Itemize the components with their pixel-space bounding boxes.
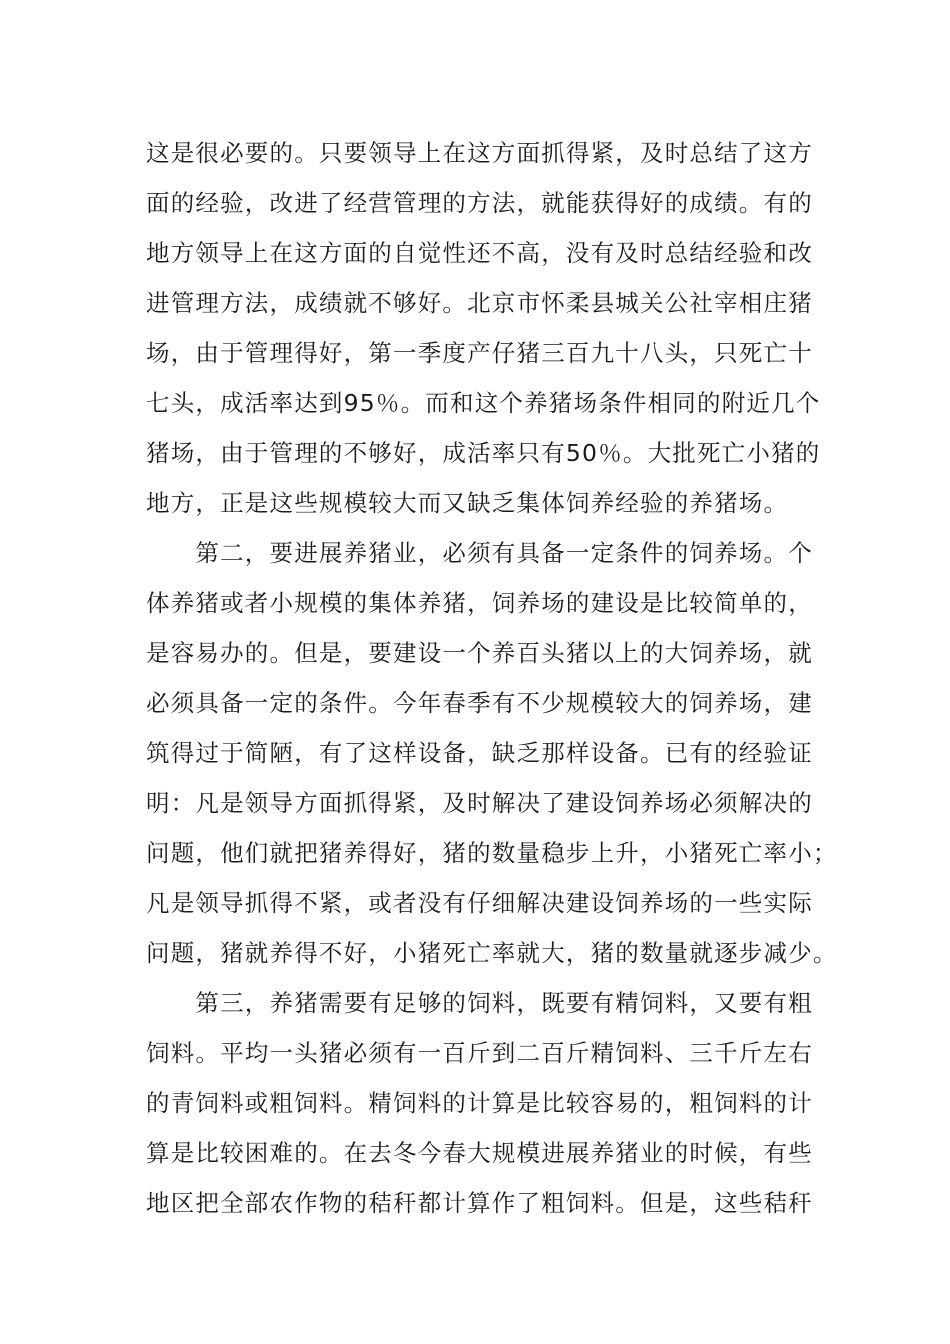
text-line: 问题，他们就把猪养得好，猪的数量稳步上升，小猪死亡率小； (146, 839, 838, 867)
text-line: 地区把全部农作物的秸秆都计算作了粗饲料。但是，这些秸秆 (146, 1189, 813, 1217)
text-line: 猪场，由于管理的不够好，成活率只有50％。大批死亡小猪的 (146, 439, 821, 467)
text-line: 体养猪或者小规模的集体养猪，饲养场的建设是比较简单的， (146, 589, 813, 617)
text-line: 问题，猪就养得不好，小猪死亡率就大，猪的数量就逐步减少。 (146, 939, 838, 967)
body-text (146, 128, 838, 1228)
paragraph-start-line: 第三，养猪需要有足够的饲料，既要有精饲料，又要有粗 (146, 989, 813, 1017)
text-line: 筑得过于简陋，有了这样设备，缺乏那样设备。已有的经验证 (146, 739, 813, 767)
text-line: 场，由于管理得好，第一季度产仔猪三百九十八头，只死亡十 (146, 339, 813, 367)
text-line: 地方领导上在这方面的自觉性还不高，没有及时总结经验和改 (146, 239, 813, 267)
text-line: 的青饲料或粗饲料。精饲料的计算是比较容易的，粗饲料的计 (146, 1089, 813, 1117)
text-line: 地方，正是这些规模较大而又缺乏集体饲养经验的养猪场。 (146, 489, 789, 517)
text-line: 算是比较困难的。在去冬今春大规模进展养猪业的时候，有些 (146, 1139, 813, 1167)
text-line: 面的经验，改进了经营管理的方法，就能获得好的成绩。有的 (146, 189, 813, 217)
text-line: 是容易办的。但是，要建设一个养百头猪以上的大饲养场，就 (146, 639, 813, 667)
text-line: 凡是领导抓得不紧，或者没有仔细解决建设饲养场的一些实际 (146, 889, 813, 917)
text-line: 必须具备一定的条件。今年春季有不少规模较大的饲养场，建 (146, 689, 813, 717)
text-line: 饲料。平均一头猪必须有一百斤到二百斤精饲料、三千斤左右 (146, 1039, 813, 1067)
text-line: 进管理方法，成绩就不够好。北京市怀柔县城关公社宰相庄猪 (146, 289, 813, 317)
text-line: 七头，成活率达到95％。而和这个养猪场条件相同的附近几个 (146, 389, 821, 417)
text-line: 这是很必要的。只要领导上在这方面抓得紧，及时总结了这方 (146, 139, 813, 167)
paragraph-start-line: 第二，要进展养猪业，必须有具备一定条件的饲养场。个 (146, 539, 813, 567)
text-line: 明：凡是领导方面抓得紧，及时解决了建设饲养场必须解决的 (146, 789, 813, 817)
